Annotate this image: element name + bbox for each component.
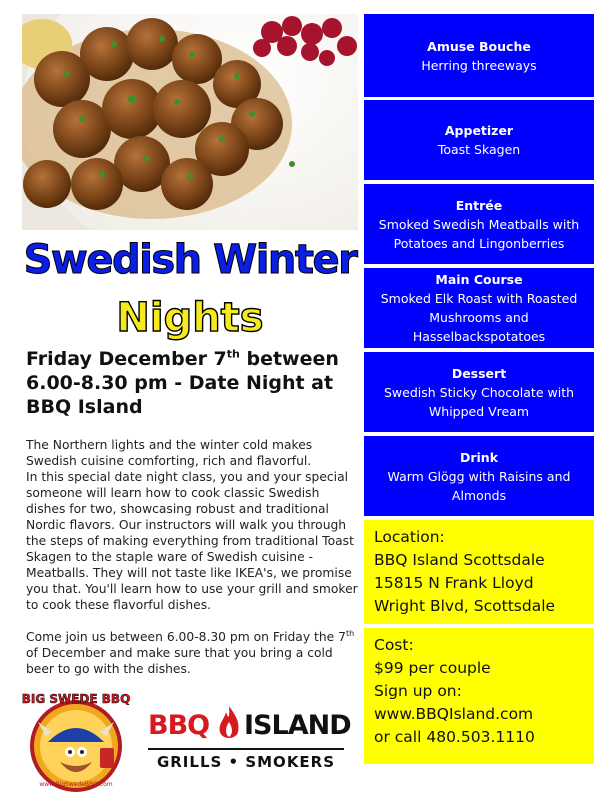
big-swede-bbq-name: BIG SWEDE BBQ [21, 692, 131, 706]
headline-date: Friday December 7 [26, 348, 227, 370]
meatballs-photo [22, 14, 358, 230]
description-paragraph-1: The Northern lights and the winter cold makes Swedish cuisine comforting, rich and flavorful. [26, 438, 313, 468]
cost-price: $99 per couple [374, 659, 491, 677]
menu-dish-name: Smoked Swedish Meatballs with Potatoes and Lingonberries [378, 216, 580, 251]
menu-course-name: Amuse Bouche [427, 38, 531, 54]
bbq-island-logo [146, 700, 351, 778]
menu-dish-name: Swedish Sticky Chocolate with Whipped Vream [383, 384, 575, 419]
event-headline [26, 347, 356, 419]
description-paragraph-3 [26, 629, 358, 677]
bbq-island-divider [148, 748, 344, 750]
bbq-island-island-text: ISLAND [244, 710, 351, 741]
bbq-island-tagline: GRILLS • SMOKERS [156, 753, 336, 771]
menu-course-name: Dessert [451, 365, 507, 381]
menu-course-name: Appetizer [444, 123, 514, 138]
menu-dish-name: Toast Skagen [437, 142, 521, 157]
signup-url[interactable]: www.BBQIsland.com [374, 705, 534, 723]
signup-label: Sign up on: [374, 682, 462, 700]
description-paragraph-2: In this special date night class, you and your special someone will learn how to cook classic Swedish dishes for two, showcasing robust and traditional Nordic flavors. Our instructors will walk you through the steps of making everything from traditional Toast Skagen to the staple ware of Swedish cuisine - Meatballs. They will not taste like IKEA's, we promise you that. You'll learn how to use your grill and smoker to cook these flavorful dishes. [26, 470, 358, 612]
description-p3-suffix: th [345, 628, 355, 638]
menu-dish-name: Warm Glögg with Raisins and Almonds [387, 468, 571, 503]
bbq-island-bbq-text: BBQ [148, 710, 210, 741]
menu-course-name: Main Course [435, 272, 523, 287]
menu-amuse-bouche [364, 14, 594, 97]
menu-course-name: Drink [459, 449, 499, 465]
big-swede-bbq-logo [20, 692, 132, 792]
big-swede-bbq-url: www.BigSwedeBBQ.com [39, 781, 113, 788]
description-p3-start: Come join us between 6.00-8.30 pm on Friday the 7 [26, 630, 346, 644]
location-box [364, 520, 594, 624]
flame-icon [214, 704, 244, 744]
description-p3-end: of December and make sure that you bring a cold beer to go with the dishes. [26, 646, 333, 676]
menu-drink [364, 436, 594, 516]
meatballs-illustration [22, 14, 358, 230]
headline-date-suffix: th [226, 347, 240, 361]
cost-label: Cost: [374, 636, 414, 654]
signup-phone[interactable]: or call 480.503.1110 [374, 728, 535, 746]
cost-box [364, 628, 594, 764]
location-label: Location: [374, 528, 445, 546]
menu-entree [364, 184, 594, 264]
event-description [26, 437, 358, 677]
menu-course-name: Entrée [455, 197, 503, 213]
menu-dish-name: Herring threeways [421, 57, 537, 73]
menu-dessert [364, 352, 594, 432]
menu-appetizer [364, 100, 594, 180]
title-line-1: Swedish Winter [23, 237, 357, 283]
location-address: 15815 N Frank Lloyd Wright Blvd, Scottsdale [374, 574, 556, 615]
menu-main-course [364, 268, 594, 348]
location-name: BBQ Island Scottsdale [374, 551, 545, 569]
bbq-island-wordmark [146, 706, 351, 746]
headline-rest: between 6.00-8.30 pm - Date Night at BBQ Island [26, 348, 339, 418]
title-line-2: Nights [116, 295, 264, 341]
menu-dish-name: Smoked Elk Roast with Roasted Mushrooms and Hasselbackspotatoes [380, 291, 578, 344]
